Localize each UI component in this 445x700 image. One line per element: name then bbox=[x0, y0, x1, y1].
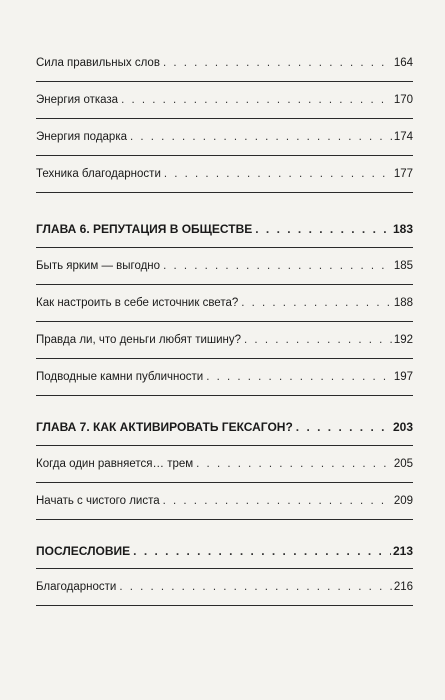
toc-entry-title: Быть ярким — выгодно bbox=[36, 260, 161, 272]
toc-entry bbox=[36, 259, 413, 273]
section-divider bbox=[36, 192, 413, 193]
section-divider bbox=[36, 118, 413, 119]
section-divider bbox=[36, 358, 413, 359]
toc-entry-page: 164 bbox=[393, 57, 413, 69]
toc-entry-page: 197 bbox=[393, 371, 413, 383]
toc-entry-page: 209 bbox=[393, 495, 413, 507]
dot-leader bbox=[164, 167, 392, 181]
dot-leader bbox=[130, 130, 392, 144]
section-divider bbox=[36, 284, 413, 285]
toc-entry-title: Сила правильных слов bbox=[36, 57, 160, 69]
section-divider bbox=[36, 568, 413, 569]
toc-entry bbox=[36, 130, 413, 144]
dot-leader bbox=[121, 93, 392, 107]
toc-entry bbox=[36, 580, 413, 594]
toc-entry-page: 213 bbox=[392, 544, 413, 558]
toc-entry-title: Подводные камни публичности bbox=[36, 371, 204, 383]
toc-entry-page: 216 bbox=[393, 581, 413, 593]
toc-chapter-entry bbox=[36, 420, 413, 434]
section-divider bbox=[36, 482, 413, 483]
toc-entry-page: 174 bbox=[393, 131, 413, 143]
toc-entry-title: ПОСЛЕСЛОВИЕ bbox=[36, 544, 131, 558]
dot-leader bbox=[119, 580, 392, 594]
toc-entry-title: ГЛАВА 6. РЕПУТАЦИЯ В ОБЩЕСТВЕ bbox=[36, 222, 253, 236]
dot-leader bbox=[255, 222, 391, 236]
dot-leader bbox=[163, 259, 392, 273]
toc-entry bbox=[36, 167, 413, 181]
toc-entry-title: Когда один равняется… трем bbox=[36, 458, 194, 470]
dot-leader bbox=[241, 296, 392, 310]
section-divider bbox=[36, 445, 413, 446]
dot-leader bbox=[163, 56, 392, 70]
toc-entry-page: 203 bbox=[392, 420, 413, 434]
dot-leader bbox=[296, 420, 391, 434]
toc-entry bbox=[36, 56, 413, 70]
toc-entry bbox=[36, 457, 413, 471]
toc-entry bbox=[36, 333, 413, 347]
toc-entry bbox=[36, 93, 413, 107]
toc-chapter-entry bbox=[36, 544, 413, 558]
toc-chapter-entry bbox=[36, 222, 413, 236]
section-divider bbox=[36, 81, 413, 82]
toc-entry-page: 177 bbox=[393, 168, 413, 180]
section-divider bbox=[36, 605, 413, 606]
toc-entry-title: ГЛАВА 7. КАК АКТИВИРОВАТЬ ГЕКСАГОН? bbox=[36, 420, 293, 434]
dot-leader bbox=[163, 494, 392, 508]
dot-leader bbox=[206, 370, 392, 384]
toc-entry-title: Энергия подарка bbox=[36, 131, 128, 143]
dot-leader bbox=[196, 457, 392, 471]
section-divider bbox=[36, 395, 413, 396]
section-divider bbox=[36, 321, 413, 322]
toc-entry-title: Энергия отказа bbox=[36, 94, 119, 106]
toc-entry-page: 170 bbox=[393, 94, 413, 106]
toc-entry-page: 205 bbox=[393, 458, 413, 470]
toc-entry-title: Правда ли, что деньги любят тишину? bbox=[36, 334, 242, 346]
section-divider bbox=[36, 519, 413, 520]
dot-leader bbox=[133, 544, 391, 558]
toc-entry-title: Как настроить в себе источник света? bbox=[36, 297, 239, 309]
toc-entry-title: Техника благодарности bbox=[36, 168, 161, 180]
toc-entry-title: Начать с чистого листа bbox=[36, 495, 160, 507]
toc-entry-page: 185 bbox=[393, 260, 413, 272]
section-divider bbox=[36, 155, 413, 156]
section-divider bbox=[36, 247, 413, 248]
toc-entry-title: Благодарности bbox=[36, 581, 117, 593]
toc-entry-page: 188 bbox=[393, 297, 413, 309]
toc-entry bbox=[36, 370, 413, 384]
toc-entry bbox=[36, 494, 413, 508]
dot-leader bbox=[244, 333, 392, 347]
toc-entry bbox=[36, 296, 413, 310]
toc-entry-page: 183 bbox=[392, 222, 413, 236]
toc-entry-page: 192 bbox=[393, 334, 413, 346]
